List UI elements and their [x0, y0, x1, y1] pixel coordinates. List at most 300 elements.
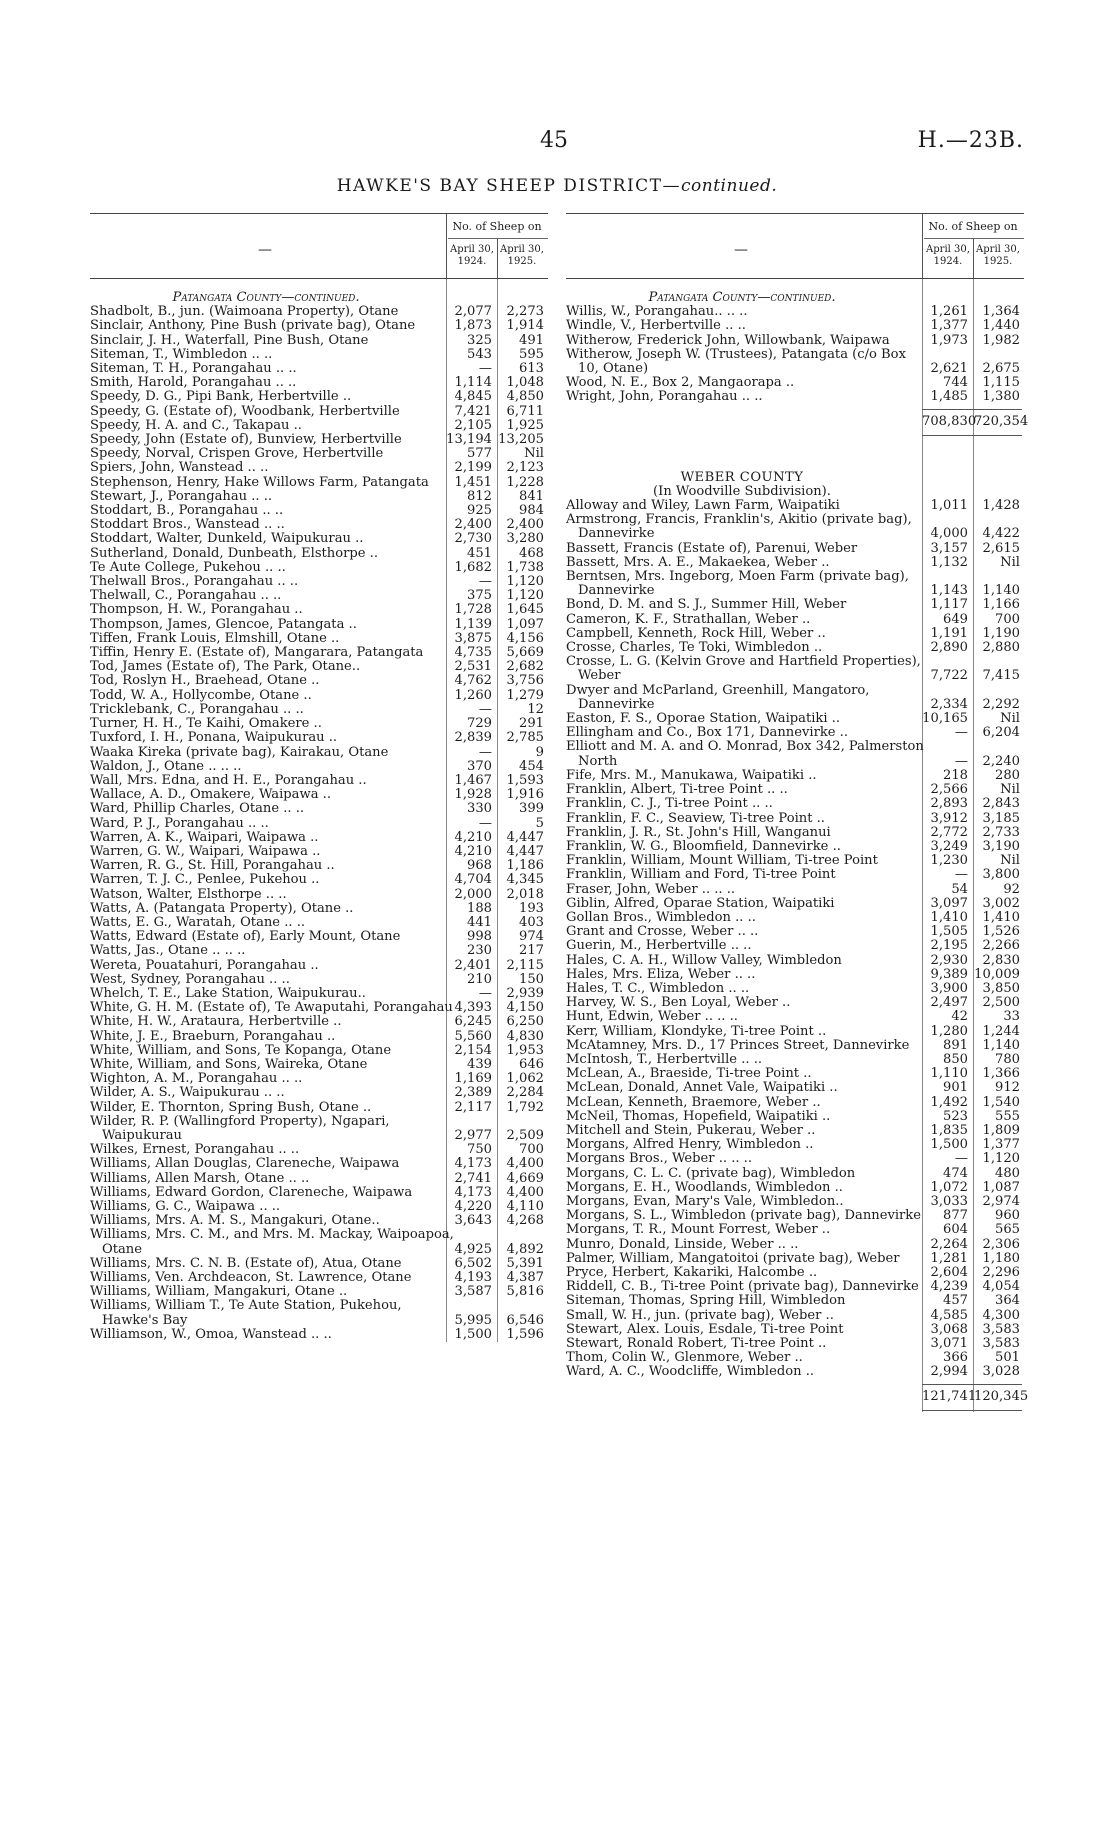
owner-name: Williams, G. C., Waipawa .. .. — [90, 1199, 281, 1214]
table-row — [566, 826, 1024, 840]
sheep-count-1925: 1,120 — [506, 574, 544, 590]
sheep-count-1925: 1,120 — [506, 588, 544, 604]
sheep-count-1925: 2,682 — [506, 659, 544, 675]
table-row — [90, 703, 548, 717]
sheep-count-1924: 1,500 — [930, 1137, 968, 1153]
table-row — [566, 499, 1024, 513]
sheep-count-1925: 1,809 — [982, 1122, 1020, 1138]
sheep-count-1925: 280 — [995, 767, 1020, 783]
owner-name: Stoddart Bros., Wanstead .. .. — [90, 517, 285, 533]
owner-name: Thompson, James, Glencoe, Patangata .. — [90, 616, 357, 632]
owner-name: Ward, A. C., Woodcliffe, Wimbledon .. — [566, 1364, 815, 1380]
sheep-count-1924: — — [478, 985, 492, 1001]
sheep-count-1924: 1,143 — [930, 583, 968, 599]
table-row — [566, 376, 1024, 390]
owner-name: Watson, Walter, Elsthorpe .. .. — [90, 886, 287, 902]
owner-name: Turner, H. H., Te Kaihi, Omakere .. — [90, 716, 322, 732]
sheep-count-1925: 6,546 — [506, 1312, 544, 1328]
table-row — [90, 845, 548, 859]
table-row — [566, 513, 1024, 541]
owner-name: Williams, Allan Douglas, Clareneche, Waipawa — [90, 1156, 400, 1172]
owner-name: Wallace, A. D., Omakere, Waipawa .. — [90, 787, 331, 803]
sheep-count-1924: 1,505 — [930, 924, 968, 940]
sheep-count-1925: 480 — [995, 1165, 1020, 1181]
sheep-count-1925: 2,733 — [982, 824, 1020, 840]
sheep-count-1925: Nil — [1000, 853, 1020, 869]
sheep-count-1925: 4,850 — [506, 389, 544, 405]
table-row — [566, 334, 1024, 348]
owner-name: Giblin, Alfred, Oparae Station, Waipatiki — [566, 895, 835, 911]
owner-name: Wighton, A. M., Porangahau .. .. — [90, 1071, 303, 1087]
owner-name: White, G. H. M. (Estate of), Te Awaputahi, Porangahau — [90, 1000, 453, 1016]
sheep-count-1925: 1,645 — [506, 602, 544, 618]
owner-name: Speedy, D. G., Pipi Bank, Herbertville .. — [90, 389, 352, 405]
sheep-count-1925: 1,380 — [982, 389, 1020, 405]
sheep-count-1925: 6,711 — [506, 403, 544, 419]
owner-name: Tod, James (Estate of), The Park, Otane.. — [90, 659, 361, 675]
sheep-count-1924: 4,210 — [454, 843, 492, 859]
sheep-count-1925: 1,428 — [982, 498, 1020, 514]
owner-name: Ward, P. J., Porangahau .. .. — [90, 815, 269, 831]
sheep-count-1925: 4,387 — [506, 1270, 544, 1286]
owner-name: Shadbolt, B., jun. (Waimoana Property), Otane — [90, 304, 399, 320]
table-row — [566, 1266, 1024, 1280]
sheep-count-1924: 577 — [467, 446, 492, 462]
sheep-count-1924: — — [954, 867, 968, 883]
page-title — [0, 176, 1114, 196]
table-row — [90, 1186, 548, 1200]
title-main: HAWKE'S BAY SHEEP DISTRICT— — [336, 176, 682, 196]
sheep-count-1925: 1,738 — [506, 559, 544, 575]
sheep-count-1925: 291 — [519, 716, 544, 732]
sheep-count-1924: — — [478, 574, 492, 590]
table-row — [90, 788, 548, 802]
table-row — [566, 1010, 1024, 1024]
table-row — [90, 603, 548, 617]
sheep-count-1924: 10,165 — [922, 711, 968, 727]
header-no-of-sheep: No. of Sheep on — [452, 220, 542, 233]
sheep-count-1925: 974 — [519, 929, 544, 945]
sheep-count-1925: 646 — [519, 1056, 544, 1072]
table-row — [90, 1271, 548, 1285]
header-year-1925: April 30, 1925. — [500, 244, 544, 267]
owner-name: White, William, and Sons, Waireka, Otane — [90, 1056, 368, 1072]
table-row — [90, 646, 548, 660]
table-row — [90, 873, 548, 887]
sheep-count-1925: 841 — [519, 488, 544, 504]
sheep-count-1925: 1,593 — [506, 772, 544, 788]
table-row — [90, 859, 548, 873]
owner-name: Siteman, Thomas, Spring Hill, Wimbledon — [566, 1293, 846, 1309]
owner-name: Sinclair, Anthony, Pine Bush (private bag), Otane — [90, 318, 416, 334]
table-row — [566, 1238, 1024, 1252]
owner-name: McIntosh, T., Herbertville .. .. — [566, 1051, 763, 1067]
owner-name: Tiffen, Frank Louis, Elmshill, Otane .. — [90, 630, 340, 646]
sheep-count-1925: 1,916 — [506, 787, 544, 803]
table-row — [566, 1067, 1024, 1081]
owner-name: Guerin, M., Herbertville .. .. — [566, 938, 752, 954]
table-row — [90, 348, 548, 362]
table-row — [90, 547, 548, 561]
sheep-count-1925: 2,880 — [982, 640, 1020, 656]
sheep-count-1924: 2,400 — [454, 517, 492, 533]
sheep-count-1925: 1,364 — [982, 304, 1020, 320]
owner-name: Thelwall, C., Porangahau .. .. — [90, 588, 282, 604]
sheep-count-1925: 1,377 — [982, 1137, 1020, 1153]
table-row — [90, 1015, 548, 1029]
sheep-count-1924: 441 — [467, 914, 492, 930]
table-row — [90, 518, 548, 532]
table-row — [90, 1143, 548, 1157]
table-row — [90, 916, 548, 930]
sheep-count-1925: 1,140 — [982, 1037, 1020, 1053]
sheep-count-1924: 2,741 — [454, 1170, 492, 1186]
owner-name: Pryce, Herbert, Kakariki, Halcombe .. — [566, 1265, 818, 1280]
owner-name: Siteman, T. H., Porangahau .. .. — [90, 361, 297, 377]
owner-name: Stewart, Ronald Robert, Ti-tree Point .. — [566, 1336, 827, 1352]
table-row — [90, 731, 548, 745]
owner-name: Crosse, Charles, Te Toki, Wimbledon .. — [566, 640, 823, 656]
sheep-count-1925: 13,205 — [498, 432, 544, 448]
sheep-count-1925: 1,062 — [506, 1071, 544, 1087]
table-row — [90, 561, 548, 575]
owner-name: Wilder, A. S., Waipukurau .. .. — [90, 1085, 285, 1101]
table-row — [566, 911, 1024, 925]
header-year-1924: April 30, 1924. — [926, 244, 970, 267]
table-row — [90, 1172, 548, 1186]
sheep-count-1925: 3,756 — [506, 673, 544, 689]
sheep-count-1924: 877 — [943, 1208, 968, 1224]
owner-name: Tuxford, I. H., Ponana, Waipukurau .. — [90, 730, 338, 746]
table-row — [90, 1001, 548, 1015]
sheep-count-1925: 780 — [995, 1051, 1020, 1067]
weber-county-title: WEBER COUNTY — [680, 469, 804, 485]
sheep-count-1924: 4,845 — [454, 389, 492, 405]
sheep-count-1924: 1,114 — [454, 375, 492, 391]
owner-name: Todd, W. A., Hollycombe, Otane .. — [90, 687, 312, 703]
table-row — [90, 589, 548, 603]
table-row — [90, 305, 548, 319]
table-row — [90, 817, 548, 831]
owner-name: Waldon, J., Otane .. .. .. — [90, 758, 242, 774]
sheep-count-1925: 1,048 — [506, 375, 544, 391]
table-row — [566, 968, 1024, 982]
owner-name: Warren, G. W., Waipari, Waipawa .. — [90, 843, 321, 859]
sheep-count-1925: 9 — [535, 744, 544, 760]
sheep-count-1924: 4,925 — [454, 1241, 492, 1257]
owner-name: Williams, Allen Marsh, Otane .. .. — [90, 1170, 310, 1186]
owner-name: Siteman, T., Wimbledon .. .. — [90, 346, 273, 362]
owner-name: Morgans, Alfred Henry, Wimbledon .. — [566, 1137, 814, 1153]
sheep-count-1924: 523 — [943, 1108, 968, 1124]
owner-name: Warren, T. J. C., Penlee, Pukehou .. — [90, 872, 320, 888]
table-row — [566, 1351, 1024, 1365]
sheep-count-1924: 4,762 — [454, 673, 492, 689]
table-row — [566, 883, 1024, 897]
total-1924: 708,830 — [922, 413, 977, 429]
sheep-count-1925: 700 — [995, 611, 1020, 627]
sheep-count-1925: Nil — [1000, 711, 1020, 727]
owner-name: West, Sydney, Porangahau .. .. — [90, 971, 290, 987]
sheep-count-1924: 1,928 — [454, 787, 492, 803]
sheep-count-1924: 1,260 — [454, 687, 492, 703]
sheep-count-1925: 2,273 — [506, 304, 544, 320]
sheep-count-1925: 217 — [519, 943, 544, 959]
right-column — [566, 213, 1029, 1412]
sheep-count-1925: 700 — [519, 1142, 544, 1158]
left-table-body — [90, 279, 548, 1342]
sheep-count-1924: 901 — [943, 1080, 968, 1096]
sheep-count-1924: 210 — [467, 971, 492, 987]
sheep-count-1924: 330 — [467, 801, 492, 817]
table-row — [566, 1081, 1024, 1095]
sheep-count-1925: 2,284 — [506, 1085, 544, 1101]
sheep-count-1925: 150 — [519, 971, 544, 987]
table-row — [566, 305, 1024, 319]
sheep-count-1924: 1,281 — [930, 1250, 968, 1266]
sheep-count-1925: 491 — [519, 332, 544, 348]
sheep-count-1924: 2,604 — [930, 1265, 968, 1280]
table-row — [566, 897, 1024, 911]
owner-name: Whelch, T. E., Lake Station, Waipukurau.. — [90, 985, 366, 1001]
owner-name: Watts, A. (Patangata Property), Otane .. — [90, 900, 354, 916]
sheep-count-1925: 3,028 — [982, 1364, 1020, 1380]
sheep-count-1924: 2,117 — [454, 1099, 492, 1115]
sheep-count-1925: 1,540 — [982, 1094, 1020, 1110]
owner-name: Campbell, Kenneth, Rock Hill, Weber .. — [566, 625, 826, 641]
owner-name: Williams, William, Mangakuri, Otane .. — [90, 1284, 348, 1300]
owner-name: Alloway and Wiley, Lawn Farm, Waipatiki — [566, 498, 840, 514]
owner-name: Stephenson, Henry, Hake Willows Farm, Patangata — [90, 474, 429, 490]
sheep-count-1924: 2,401 — [454, 957, 492, 973]
sheep-count-1924: 2,994 — [930, 1364, 968, 1380]
owner-name: Speedy, H. A. and C., Takapau .. — [90, 417, 302, 433]
sheep-count-1925: 4,422 — [982, 526, 1020, 542]
sheep-count-1924: — — [478, 701, 492, 717]
sheep-count-1924: — — [478, 815, 492, 831]
sheep-count-1924: 1,451 — [454, 474, 492, 490]
sheep-count-1925: 2,843 — [982, 796, 1020, 812]
sheep-count-1925: 5,391 — [506, 1255, 544, 1271]
sheep-count-1925: 7,415 — [982, 668, 1020, 684]
sheep-count-1924: 5,995 — [454, 1312, 492, 1328]
table-row — [90, 632, 548, 646]
sheep-count-1924: 4,193 — [454, 1270, 492, 1286]
sheep-count-1924: 230 — [467, 943, 492, 959]
sheep-count-1924: 3,900 — [930, 980, 968, 996]
sheep-count-1925: 2,509 — [506, 1127, 544, 1143]
table-row — [90, 930, 548, 944]
owner-name: Stoddart, B., Porangahau .. .. — [90, 503, 284, 519]
owner-name: Thom, Colin W., Glenmore, Weber .. — [566, 1350, 803, 1366]
table-row — [566, 1152, 1024, 1166]
sheep-count-1924: 3,097 — [930, 895, 968, 911]
sheep-count-1925: 2,785 — [506, 730, 544, 746]
sheep-count-1925: 4,156 — [506, 630, 544, 646]
table-row — [90, 959, 548, 973]
owner-name: Wall, Mrs. Edna, and H. E., Porangahau .. — [90, 772, 367, 788]
sheep-count-1925: 4,345 — [506, 872, 544, 888]
patangata-total — [566, 409, 1029, 437]
owner-name: Bassett, Mrs. A. E., Makaekea, Weber .. — [566, 554, 830, 570]
sheep-count-1924: 1,728 — [454, 602, 492, 618]
right-table-body — [566, 279, 1029, 1412]
sheep-count-1925: 33 — [1003, 1009, 1020, 1025]
owner-name: Hunt, Edwin, Weber .. .. .. — [566, 1009, 738, 1025]
table-row — [566, 319, 1024, 333]
table-row — [566, 868, 1024, 882]
sheep-count-1925: 1,087 — [982, 1179, 1020, 1195]
sheep-count-1924: 4,173 — [454, 1184, 492, 1200]
owner-name: Speedy, G. (Estate of), Woodbank, Herbertville — [90, 403, 400, 419]
total-1924: 121,741 — [922, 1388, 977, 1404]
sheep-count-1925: 613 — [519, 361, 544, 377]
sheep-count-1924: 850 — [943, 1051, 968, 1067]
sheep-count-1925: Nil — [1000, 554, 1020, 570]
owner-name: Williamson, W., Omoa, Wanstead .. .. — [90, 1326, 332, 1342]
table-row — [90, 760, 548, 774]
owner-name: Watts, Edward (Estate of), Early Mount, Otane — [90, 929, 401, 945]
sheep-count-1924: 2,730 — [454, 531, 492, 547]
table-row — [566, 1167, 1024, 1181]
header-dash: — — [734, 242, 748, 258]
sheep-count-1924: 1,139 — [454, 616, 492, 632]
table-row — [90, 660, 548, 674]
sheep-count-1924: 6,245 — [454, 1014, 492, 1030]
sheep-count-1924: 1,280 — [930, 1023, 968, 1039]
owner-name: Stewart, Alex. Louis, Esdale, Ti-tree Point — [566, 1321, 844, 1337]
table-header — [566, 213, 1024, 279]
sheep-count-1924: 2,890 — [930, 640, 968, 656]
left-rows — [90, 305, 548, 1342]
table-row — [90, 405, 548, 419]
sheep-count-1925: 1,596 — [506, 1326, 544, 1342]
owner-name: Speedy, Norval, Crispen Grove, Herbertville — [90, 446, 384, 462]
sheep-count-1924: 2,930 — [930, 952, 968, 968]
table-row — [566, 996, 1024, 1010]
sheep-count-1925: 1,140 — [982, 583, 1020, 599]
owner-name: McAtamney, Mrs. D., 17 Princes Street, Dannevirke — [566, 1037, 910, 1053]
sheep-count-1924: 325 — [467, 332, 492, 348]
owner-name: Franklin, C. J., Ti-tree Point .. .. — [566, 796, 773, 812]
sheep-count-1925: 3,280 — [506, 531, 544, 547]
sheep-count-1924: 2,893 — [930, 796, 968, 812]
owner-name: McLean, A., Braeside, Ti-tree Point .. — [566, 1066, 812, 1082]
sheep-count-1924: 3,157 — [930, 540, 968, 556]
table-row — [90, 319, 548, 333]
table-row — [90, 1030, 548, 1044]
table-row — [90, 888, 548, 902]
sheep-count-1924: 439 — [467, 1056, 492, 1072]
owner-name: Stoddart, Walter, Dunkeld, Waipukurau .. — [90, 531, 364, 547]
sheep-count-1925: 1,190 — [982, 625, 1020, 641]
sheep-count-1924: 457 — [943, 1293, 968, 1309]
owner-name: Fife, Mrs. M., Manukawa, Waipatiki .. — [566, 767, 817, 783]
owner-name: McLean, Donald, Annet Vale, Waipatiki .. — [566, 1080, 838, 1096]
sheep-count-1925: 6,250 — [506, 1014, 544, 1030]
owner-name: Wereta, Pouatahuri, Porangahau .. — [90, 957, 319, 973]
table-row — [566, 982, 1024, 996]
sheep-count-1924: — — [954, 725, 968, 741]
sheep-count-1924: 4,220 — [454, 1199, 492, 1214]
sheep-count-1924: 3,587 — [454, 1284, 492, 1300]
sheep-count-1924: 13,194 — [446, 432, 492, 448]
owner-name: Palmer, William, Mangatoitoi (private bag), Weber — [566, 1250, 900, 1266]
sheep-count-1925: 4,300 — [982, 1307, 1020, 1323]
owner-name: Windle, V., Herbertville .. .. — [566, 318, 746, 334]
sheep-count-1924: 1,377 — [930, 318, 968, 334]
sheep-count-1925: 501 — [995, 1350, 1020, 1366]
owner-name: McLean, Kenneth, Braemore, Weber .. — [566, 1094, 821, 1110]
table-row — [90, 1228, 548, 1256]
table-row — [90, 1214, 548, 1228]
owner-name: Elliott and M. A. and O. Monrad, Box 342, Palmerston North — [566, 739, 924, 769]
sheep-count-1925: 1,914 — [506, 318, 544, 334]
owner-name: Hales, Mrs. Eliza, Weber .. .. — [566, 966, 756, 982]
sheep-count-1924: 891 — [943, 1037, 968, 1053]
sheep-count-1925: 5,816 — [506, 1284, 544, 1300]
table-row — [90, 689, 548, 703]
sheep-count-1925: 1,228 — [506, 474, 544, 490]
sheep-count-1924: 9,389 — [930, 966, 968, 982]
sheep-count-1924: 729 — [467, 716, 492, 732]
sheep-count-1925: 2,018 — [506, 886, 544, 902]
sheep-count-1925: 3,850 — [982, 980, 1020, 996]
sheep-count-1925: 4,669 — [506, 1170, 544, 1186]
table-row — [566, 1294, 1024, 1308]
table-row — [566, 939, 1024, 953]
table-row — [90, 362, 548, 376]
sheep-count-1925: 468 — [519, 545, 544, 561]
sheep-count-1925: 3,190 — [982, 838, 1020, 854]
owner-name: Armstrong, Francis, Franklin's, Akitio (private bag), Dannevirke — [566, 512, 912, 542]
sheep-count-1925: 4,110 — [506, 1199, 544, 1214]
sheep-count-1925: 1,244 — [982, 1023, 1020, 1039]
sheep-count-1924: 54 — [951, 881, 968, 897]
sheep-count-1924: 2,077 — [454, 304, 492, 320]
sheep-count-1924: 4,210 — [454, 829, 492, 845]
owner-name: Williams, Mrs. C. N. B. (Estate of), Atua, Otane — [90, 1255, 402, 1271]
header-year-1925: April 30, 1925. — [976, 244, 1020, 267]
table-row — [566, 1323, 1024, 1337]
sheep-count-1925: 3,583 — [982, 1321, 1020, 1337]
sheep-count-1924: 4,393 — [454, 1000, 492, 1016]
sheep-count-1925: Nil — [524, 446, 544, 462]
owner-name: Tricklebank, C., Porangahau .. .. — [90, 701, 304, 717]
sheep-count-1925: 1,279 — [506, 687, 544, 703]
sheep-count-1925: 3,583 — [982, 1336, 1020, 1352]
table-row — [90, 1072, 548, 1086]
table-row — [90, 334, 548, 348]
table-row — [90, 1044, 548, 1058]
title-continued: continued. — [681, 176, 778, 196]
sheep-count-1925: 1,120 — [982, 1151, 1020, 1167]
sheep-count-1924: 1,873 — [454, 318, 492, 334]
sheep-count-1924: 2,334 — [930, 696, 968, 712]
sheep-count-1925: 565 — [995, 1222, 1020, 1238]
header-dash: — — [258, 242, 272, 258]
owner-name: Witherow, Frederick John, Willowbank, Waipawa — [566, 332, 890, 348]
sheep-count-1924: 3,071 — [930, 1336, 968, 1352]
owner-name: Ellingham and Co., Box 171, Dannevirke .. — [566, 725, 848, 741]
sheep-count-1924: 1,467 — [454, 772, 492, 788]
sheep-count-1925: 4,830 — [506, 1028, 544, 1044]
sheep-count-1924: 998 — [467, 929, 492, 945]
table-row — [90, 390, 548, 404]
owner-name: Wilder, R. P. (Wallingford Property), Ngapari, Waipukurau — [90, 1113, 390, 1143]
table-row — [566, 1053, 1024, 1067]
owner-name: Munro, Donald, Linside, Weber .. .. — [566, 1236, 799, 1252]
